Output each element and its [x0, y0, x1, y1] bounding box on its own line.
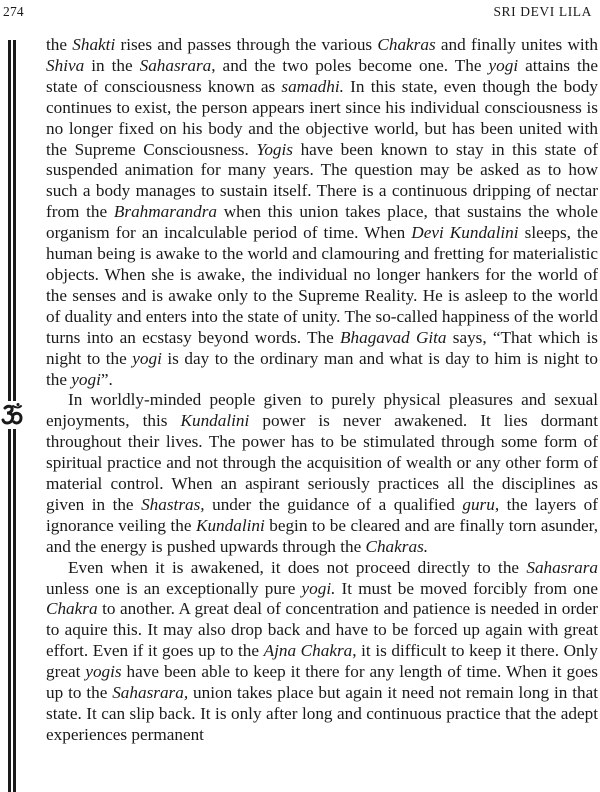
italic-term: Shiva	[46, 55, 85, 75]
text-run: ”.	[100, 369, 113, 389]
text-run: Even when it is awakened, it does not proceed directly to the	[68, 557, 527, 577]
text-run: have been able to keep it there for any length of time. When it goes up to the	[46, 662, 598, 703]
italic-term: Kundalini	[195, 515, 265, 535]
paragraph	[46, 558, 598, 746]
text-run: In this state, even though the body continues to exist, the person appears inert since his individual consciousness is no longer fixed on his body and the objective world, but has been united with the Supreme Consciousness.	[46, 76, 598, 159]
text-run: rises and passes through the various	[115, 35, 378, 54]
italic-term: yogi	[488, 55, 519, 75]
italic-term: Sahasrara,	[112, 683, 189, 703]
italic-term: guru	[462, 494, 495, 514]
italic-term: yogis	[85, 662, 122, 682]
italic-term: samadhi.	[281, 76, 344, 96]
text-run: It must be moved forcibly from one	[335, 578, 598, 598]
paragraph	[46, 390, 598, 557]
italic-term: yogi	[71, 369, 101, 389]
text-run: In worldly-minded people given to purely physical pleasures and sexual enjoyments, this	[46, 390, 598, 431]
text-run: and finally unites with	[435, 35, 599, 54]
italic-term: Shakti	[72, 35, 116, 54]
text-run: begin to be cleared and are finally torn asunder, and the energy is pushed upwards through the	[46, 515, 598, 556]
text-run: in the	[84, 55, 140, 75]
text-run: attains the state of consciousness known as	[46, 55, 599, 96]
italic-term: Chakras.	[365, 536, 429, 556]
body-text	[46, 35, 598, 746]
italic-term: yogi	[132, 348, 162, 368]
italic-term: Chakras	[377, 35, 436, 54]
italic-term: Shastras,	[141, 494, 205, 514]
text-run: to another. A great deal of concentration and patience is needed in order to aquire this. It may also drop back and have to be forced up again with great effort. Even if it goes up to the	[46, 599, 598, 661]
italic-term: Brahmarandra	[113, 202, 218, 222]
paragraph	[46, 35, 598, 390]
text-run: , and the two poles become one. The	[211, 55, 489, 75]
italic-term: Ajna Chakra	[263, 641, 353, 661]
text-run: , it is difficult to keep it there. Only great	[46, 641, 598, 682]
running-head: SRI DEVI LILA	[493, 4, 592, 19]
text-run: under the guidance of a qualified	[204, 494, 463, 514]
text-run: sleeps, the human being is awake to the world and clamouring and fretting for materialistic objects. When she is awake, the individual no longer hankers for the world of the senses and is awake only to the Supreme Reality. He is asleep to the world of duality and enters into the state of unity. The so-called happiness of the world turns into an ecstasy beyond words. The	[46, 223, 598, 347]
italic-term: Yogis	[256, 139, 293, 159]
italic-term: Devi Kundalini	[411, 223, 519, 243]
text-run: , the layers of ignorance veiling the	[46, 494, 598, 535]
text-run: says, “That which is night to the	[46, 327, 598, 368]
page-header	[0, 4, 600, 24]
text-run: the	[46, 35, 73, 54]
text-run: union takes place but again it need not remain long in that state. It can slip back. It is only after long and continuous practice that the adept experiences permanent	[46, 683, 598, 744]
om-symbol-icon	[1, 401, 23, 429]
italic-term: Chakra	[46, 599, 98, 619]
italic-term: Sahasrara	[139, 55, 212, 75]
text-run: power is never awakened. It lies dormant throughout their lives. The power has to be stimulated through some form of spiritual practice and not through the acquisition of wealth or any other form of material control. When an aspirant seriously practices all the disciplines as given in the	[46, 411, 599, 514]
page-number: 274	[3, 4, 24, 19]
italic-term: yogi.	[301, 578, 336, 598]
italic-term: Sahasrara	[526, 557, 598, 577]
text-run: when this union takes place, that sustains the whole organism for an incalculable period of time. When	[46, 202, 598, 243]
text-run: is day to the ordinary man and what is day to him is night to the	[46, 348, 598, 389]
italic-term: Kundalini	[180, 411, 250, 431]
text-run: unless one is an exceptionally pure	[46, 578, 302, 598]
italic-term: Bhagavad Gita	[340, 327, 447, 347]
text-run: have been known to stay in this state of suspended animation for many years. The question may be asked as to how such a body manages to sustain itself. There is a continuous dripping of nectar from the	[46, 139, 598, 222]
